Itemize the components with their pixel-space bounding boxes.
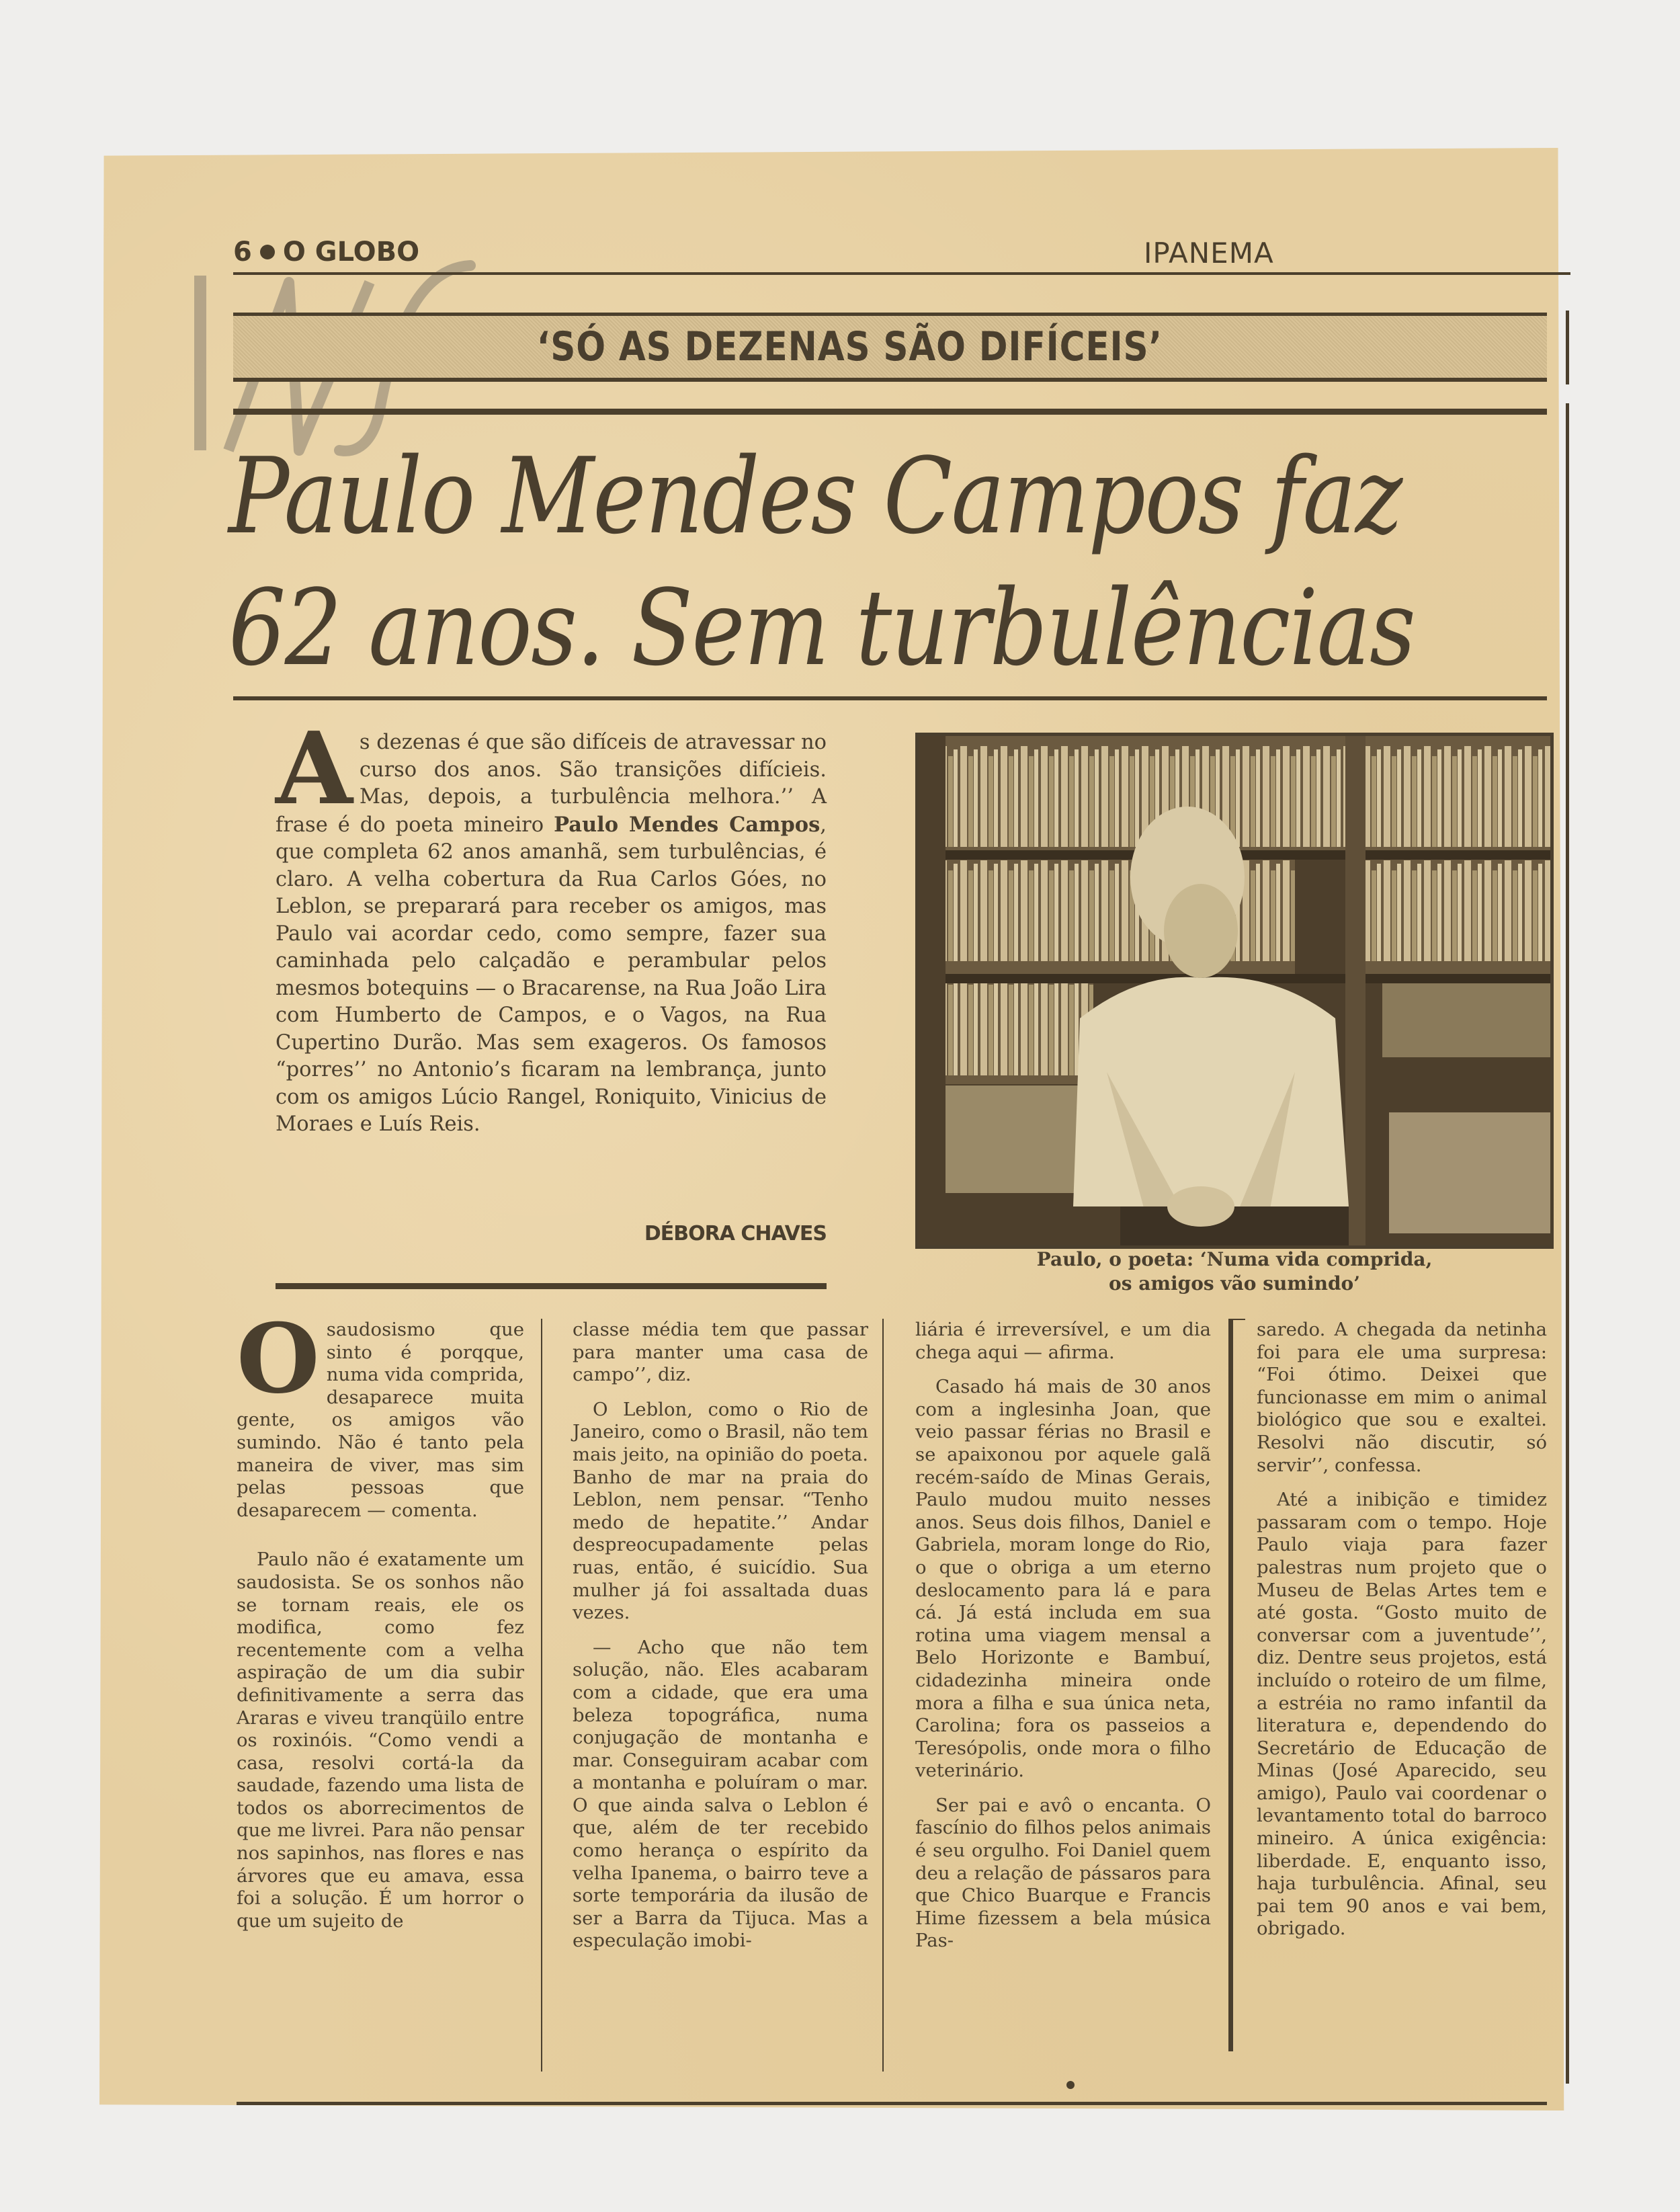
kicker-band (233, 316, 1547, 378)
paragraph-text: saudosismo que sinto é porqque, numa vida comprida, desaparece muita gente, os amigos vão sumindo. Não é tanto pela maneira de viver, mas sim pelas pessoas que desaparecem — comenta. (237, 1319, 524, 1521)
column-3-paragraph-1: liária é irreversível, e um dia chega aqui — afirma. (915, 1319, 1211, 1363)
headline (228, 430, 1415, 694)
sidebar-box-rule (1228, 1319, 1233, 2051)
page-header (233, 237, 1570, 270)
column-2 (573, 1319, 868, 1965)
caption-line-2: os amigos vão sumindo’ (1109, 1272, 1360, 1295)
section-name: IPANEMA (1144, 237, 1274, 270)
column-4-paragraph-2: Até a inibição e timidez passaram com o tempo. Hoje Paulo viaja para fazer palestras num projeto que o Museu de Belas Artes tem e até gosta. “Gosto muito de conversar com a juventude’’, diz. Dentre seus projetos, está incluído o roteiro de um filme, a estréia no ramo infantil da literatura e, dependendo do Secretário de Educação de Minas (José Aparecido, seu amigo), Paulo vai coordenar o levantamento total do barroco mineiro. A única exigência: liberdade. E, enquanto isso, haja turbulência. Afinal, seu pai tem 90 anos e vai bem, obrigado. (1257, 1489, 1547, 1940)
column-1-paragraph-1 (237, 1303, 524, 1522)
bottom-rule (237, 2102, 1547, 2105)
drop-cap: O (237, 1303, 320, 1415)
column-divider-1 (541, 1319, 542, 2072)
lead-bottom-rule (276, 1283, 827, 1289)
sidebar-box-top (1228, 1319, 1245, 1320)
column-divider-2 (882, 1319, 884, 2072)
headline-bottom-rule (233, 696, 1547, 700)
drop-cap: A (276, 710, 353, 827)
header-rule (233, 272, 1570, 275)
column-3-paragraph-3: Ser pai e avô o encanta. O fascínio do filhos pelos animais é seu orgulho. Foi Daniel quem deu a relação de pássaros para que Chico Buarque e Francis Hime fizessem a bela música Pas- (915, 1794, 1211, 1952)
headline-line-2: 62 anos. Sem turbulências (228, 567, 1415, 689)
column-1-paragraph-2: Paulo não é exatamente um saudosista. Se os sonhos não se tornam reais, ele os modifica, como fez recentemente com a velha aspiração de um dia subir definitivamente a serra das Araras e viveu tranqüilo entre os roxinóis. “Como vendi a casa, resolvi cortá-la da saudade, fazendo uma lista de todos os aborrecimentos de que me livrei. Para não pensar nos sapinhos, nas flores e nas árvores que eu amava, essa foi a solução. É um horror o que um sujeito de (237, 1549, 524, 1932)
photo-caption (915, 1247, 1554, 1296)
kicker-bottom-rule (233, 378, 1547, 382)
page-ident (233, 237, 419, 268)
page-number: 6 (233, 237, 252, 268)
lead-text-2: , que completa 62 anos amanhã, sem turbulências, é claro. A velha cobertura da Rua Carlos Góes, no Leblon, se preparará para receber os amigos, mas Paulo vai acordar cedo, como sempre, fazer sua caminhada pelo calçadão e perambular pelos mesmos botequins — o Bracarense, na Rua João Lira com Humberto de Campos, e o Vagos, na Rua Cupertino Durão. Mas sem exageros. Os famosos “porres’’ no Antonio’s ficaram na lembrança, junto com os amigos Lúcio Rangel, Roniquito, Vinicius de Moraes e Luís Reis. (276, 813, 827, 1136)
lead-text-1: s dezenas é que são difíceis de atravessar no curso dos anos. São transições difícieis. Mas, depois, a turbulência melhora.’’ A frase é do poeta mineiro (276, 731, 827, 837)
column-2-paragraph-3: — Acho que não tem solução, não. Eles acabaram com a cidade, que era uma beleza topográfica, numa conjugação de montanha e mar. Conseguiram acabar com a montanha e poluíram o mar. O que ainda salva o Leblon é que, além de ter recebido como herança o espírito da velha Ipanema, o bairro teve a sorte temporária da ilusão de ser a Barra da Tijuca. Mas a especulação imobi- (573, 1636, 868, 1952)
column-4 (1257, 1319, 1547, 1953)
column-2-paragraph-1: classe média tem que passar para manter uma casa de campo’’, diz. (573, 1319, 868, 1386)
right-edge-rule (1566, 403, 1569, 2084)
headline-line-1: Paulo Mendes Campos faz (228, 435, 1402, 557)
end-mark-icon (1066, 2081, 1075, 2089)
portrait-image-icon (919, 736, 1550, 1245)
caption-line-1: Paulo, o poeta: ‘Numa vida comprida, (1036, 1248, 1433, 1270)
lead-bold-name: Paulo Mendes Campos (554, 812, 821, 837)
column-4-paragraph-1: saredo. A chegada da netinha foi para ele uma surpresa: “Foi ótimo. Deixei que funcionasse em mim o animal biológico que sou e exaltei. Resolvi não discutir, só servir’’, confessa. (1257, 1319, 1547, 1476)
photo-portrait (915, 733, 1554, 1249)
column-1 (237, 1303, 524, 1944)
column-2-paragraph-2: O Leblon, como o Rio de Janeiro, como o Brasil, não tem mais jeito, na opinião do poeta. Banho de mar na praia do Leblon, nem pensar. “Tenho medo de hepatite.’’ Andar despreocupadamente pelas ruas, então, é suicídio. Sua mulher já foi assaltada duas vezes. (573, 1398, 868, 1624)
bullet-icon (260, 245, 275, 259)
headline-top-rule (233, 409, 1547, 415)
column-3-paragraph-2: Casado há mais de 30 anos com a inglesinha Joan, que veio passar férias no Brasil e se apaixonou por aquele galã recém-saído de Minas Gerais, Paulo mudou muito nesses anos. Seus dois filhos, Daniel e Gabriela, moram longe do Rio, o que o obriga a um eterno deslocamento para lá e para cá. Já está includa em sua rotina uma viagem mensal a Belo Horizonte e Bambuí, cidadezinha mineira onde mora a filha e sua única neta, Carolina; fora os passeios a Teresópolis, onde mora o filho veterinário. (915, 1376, 1211, 1782)
lead-paragraph (276, 710, 827, 1139)
column-3 (915, 1319, 1211, 1965)
kicker: ‘SÓ AS DEZENAS SÃO DIFÍCEIS’ (536, 323, 1163, 370)
newspaper-name: O GLOBO (282, 237, 420, 268)
kicker-right-edge (1566, 311, 1569, 384)
byline: DÉBORA CHAVES (644, 1222, 827, 1245)
